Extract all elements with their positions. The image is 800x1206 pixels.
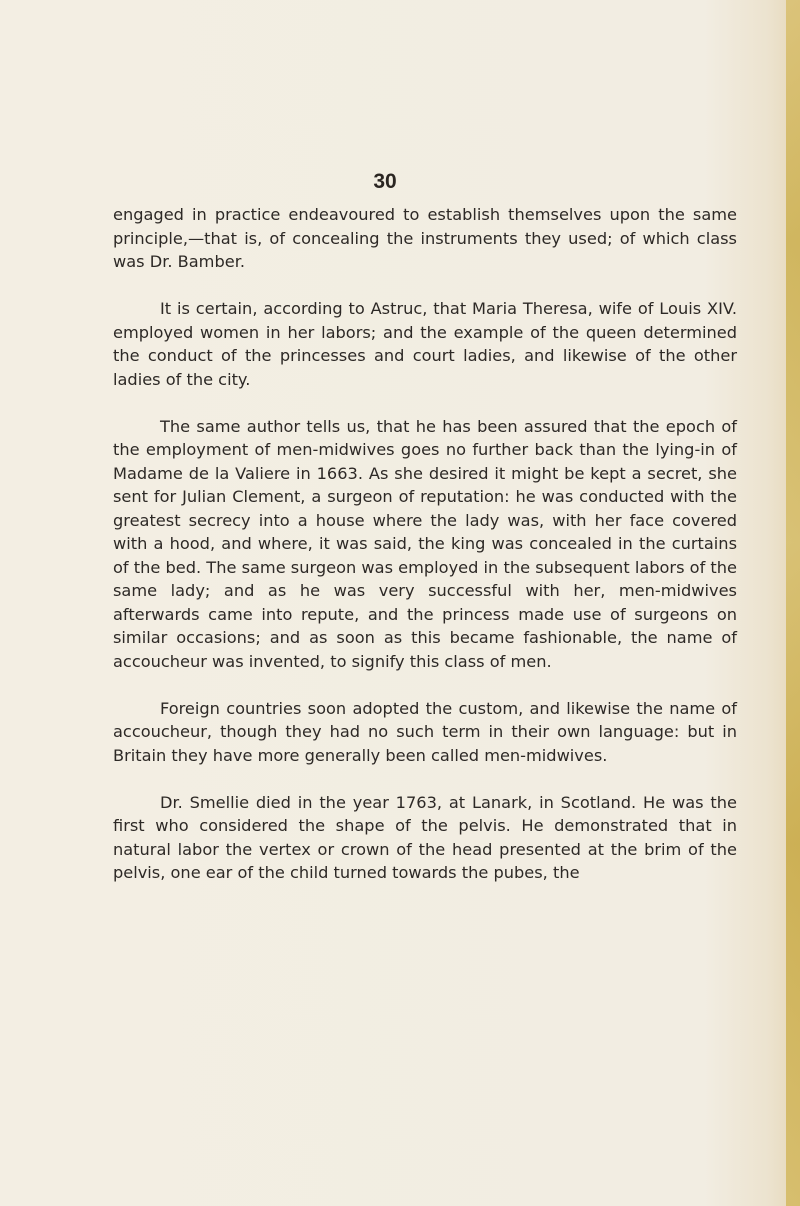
paragraph: Dr. Smellie died in the year 1763, at Lanark, in Scotland. He was the first who considered the shape of the pelvis. He demonstrated that in natural labor the vertex or crown of the head presented at the brim of the pelvis, one ear of the child turned towards the pubes, the [113,792,737,882]
page-edge [786,0,800,1206]
page-number: 30 [373,170,397,193]
body-text [113,203,737,885]
paragraph: The same author tells us, that he has been assured that the epoch of the employment of men-midwives goes no further back than the lying-in of Madame de la Valiere in 1663. As she desired it might be kept a secret, she sent for Julian Clement, a surgeon of reputation: he was conducted with the greatest secrecy into a house where the lady was, with her face covered with a hood, and where, it was said, the king was concealed in the curtains of the bed. The same surgeon was employed in the subsequent labors of the same lady; and as he was very successful with her, men-midwives afterwards came into repute, and the princess made use of surgeons on similar occasions; and as soon as this became fashionable, the name of accoucheur was invented, to signify this class of men. [113,416,737,671]
paragraph: engaged in practice endeavoured to establish themselves upon the same principle,—that is, of concealing the instruments they used; of which class was Dr. Bamber. [113,205,737,271]
paragraph: It is certain, according to Astruc, that Maria Theresa, wife of Louis XIV. employed women in her labors; and the example of the queen determined the conduct of the princesses and court ladies, and likewise of the other ladies of the city. [113,299,737,389]
paragraph: Foreign countries soon adopted the custom, and likewise the name of accoucheur, though they had no such term in their own language: but in Britain they have more generally been called men-midwives. [113,698,737,765]
